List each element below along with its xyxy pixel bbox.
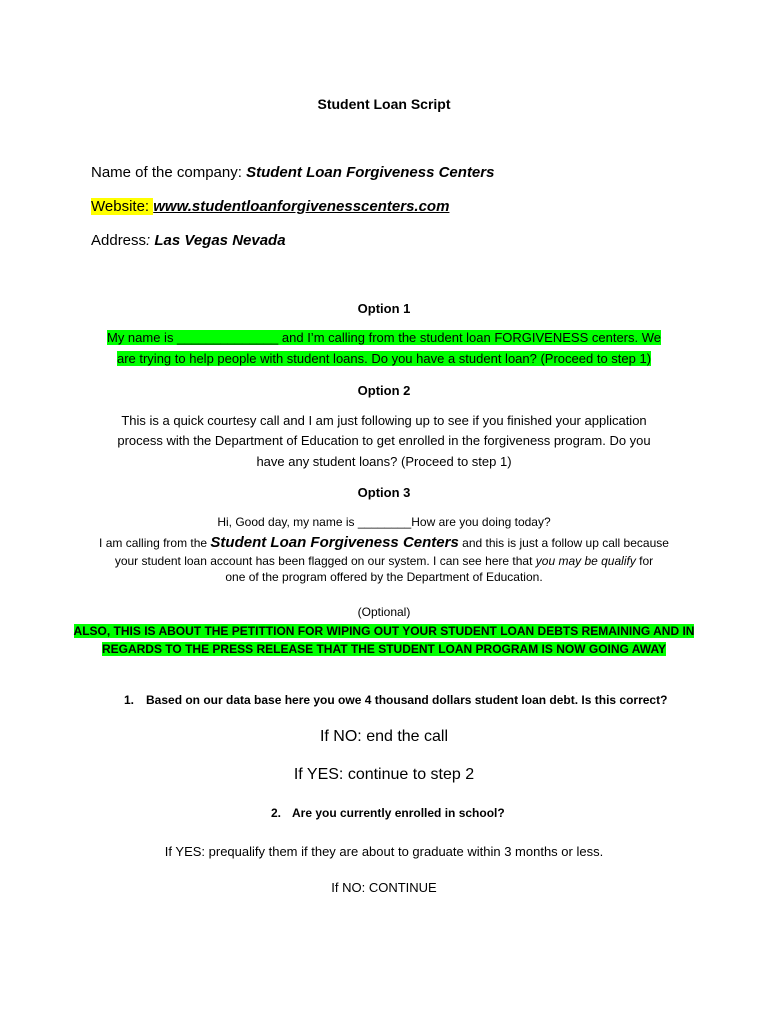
option2-line1: This is a quick courtesy call and I am just following up to see if you finished your application (121, 413, 647, 428)
option2-line3: have any student loans? (Proceed to step 1) (256, 454, 512, 469)
address-line (91, 232, 286, 249)
step2-text: Are you currently enrolled in school? (292, 806, 505, 820)
option3-line3 (0, 554, 768, 568)
address-colon: : (146, 232, 155, 249)
company-label: Name of the company: (91, 164, 247, 181)
option3-company-name: Student Loan Forgiveness Centers (210, 534, 459, 551)
option1-line1b: student loan FORGIVENESS centers. We (419, 330, 661, 345)
optional-line2 (0, 642, 768, 656)
option2-heading: Option 2 (357, 383, 411, 398)
if-yes-line: If YES: continue to step 2 (293, 766, 475, 783)
optional-line2-text: REGARDS TO THE PRESS RELEASE THAT THE STUDENT LOAN PROGRAM IS NOW GOING AWAY (101, 642, 667, 656)
option3-line4: one of the program offered by the Department of Education. (225, 570, 543, 584)
website-link[interactable]: www.studentloanforgivenesscenters.com (153, 198, 450, 215)
company-line (91, 164, 494, 181)
step1-text: Based on our data base here you owe 4 thousand dollars student loan debt. Is this correct? (146, 693, 668, 707)
option3-line3c: for (635, 554, 654, 568)
option1-heading: Option 1 (357, 301, 411, 316)
option3-line1: Hi, Good day, my name is ________How are you doing today? (217, 515, 551, 529)
option1-line2 (0, 351, 768, 366)
optional-line1-text: ALSO, THIS IS ABOUT THE PETITTION FOR WIPING OUT YOUR STUDENT LOAN DEBTS REMAINING AND IN (73, 624, 695, 638)
website-label: Website: (91, 198, 154, 215)
option3-line2a: I am calling from the (99, 536, 211, 550)
option3-heading: Option 3 (357, 485, 411, 500)
step2-number: 2. (271, 806, 282, 820)
step1-number: 1. (124, 693, 135, 707)
step2-no-line: If NO: CONTINUE (331, 880, 437, 895)
option3-line2c: and this is just a follow up call because (458, 536, 669, 550)
option2-line2: process with the Department of Education to get enrolled in the forgiveness program. Do you (117, 433, 651, 448)
page-title: Student Loan Script (317, 96, 451, 112)
optional-label: (Optional) (357, 605, 411, 619)
company-name: Student Loan Forgiveness Centers (246, 164, 495, 181)
website-line (91, 198, 449, 215)
option3-line3a: your student loan account has been flagged on our system. I can see here that (114, 554, 536, 568)
address-label: Address (91, 232, 147, 249)
option1-line1a: My name is ______________ and I’m calling from the (106, 330, 420, 345)
address-value: Las Vegas Nevada (154, 232, 286, 249)
step2-yes-line: If YES: prequalify them if they are about to graduate within 3 months or less. (164, 844, 604, 859)
if-no-line: If NO: end the call (319, 728, 449, 745)
optional-line1 (0, 624, 768, 638)
option1-line2-text: are trying to help people with student loans. Do you have a student loan? (Proceed to step 1) (116, 351, 652, 366)
option3-line3b: you may be qualify (535, 554, 636, 568)
option1-line1 (0, 330, 768, 345)
option3-line2 (0, 534, 768, 551)
